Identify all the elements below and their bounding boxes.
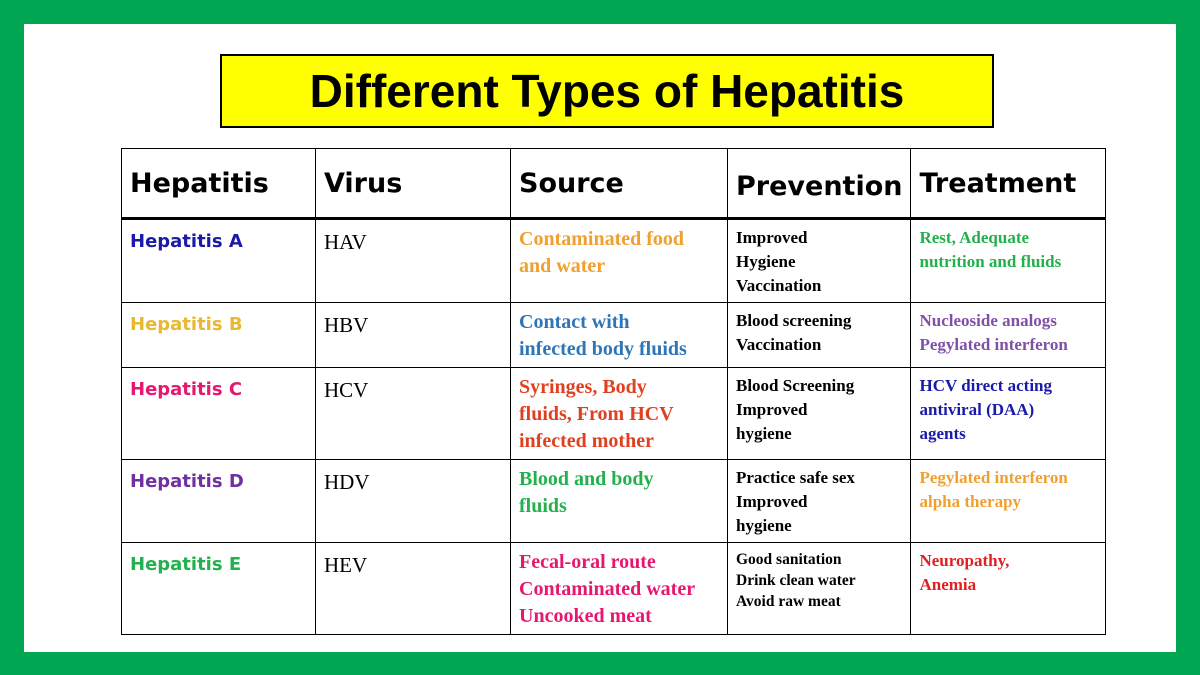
table-row: [122, 303, 1106, 368]
source-line: Uncooked meat: [519, 605, 652, 627]
treatment-line: Nucleoside analogs: [919, 311, 1057, 330]
virus-cell: HBV: [316, 303, 511, 368]
table-header-row: [122, 149, 1106, 219]
table-row: [122, 543, 1106, 635]
source-cell: [511, 543, 728, 635]
treatment-line: agents: [919, 424, 966, 443]
virus-cell: HAV: [316, 219, 511, 303]
content-card: [24, 24, 1176, 652]
source-line: Contact with: [519, 311, 630, 333]
prevention-line: Good sanitation: [736, 551, 842, 568]
prevention-cell: [728, 543, 911, 635]
source-line: and water: [519, 255, 606, 277]
virus-cell: HEV: [316, 543, 511, 635]
source-line: Fecal-oral route: [519, 551, 656, 573]
hepatitis-name: Hepatitis D: [122, 460, 316, 543]
source-line: infected mother: [519, 430, 654, 452]
prevention-line: hygiene: [736, 516, 792, 535]
header-virus: Virus: [316, 149, 511, 219]
prevention-line: Vaccination: [736, 276, 822, 295]
header-hepatitis: Hepatitis: [122, 149, 316, 219]
source-cell: [511, 219, 728, 303]
treatment-line: Pegylated interferon: [919, 468, 1068, 487]
header-source: Source: [511, 149, 728, 219]
source-line: Contaminated food: [519, 228, 685, 250]
source-cell: [511, 303, 728, 368]
source-line: Blood and body: [519, 468, 654, 490]
treatment-line: HCV direct acting: [919, 376, 1053, 395]
page-title: Different Types of Hepatitis: [309, 65, 905, 117]
hepatitis-table: [121, 148, 1106, 635]
prevention-line: Improved: [736, 400, 808, 419]
hepatitis-name: Hepatitis A: [122, 219, 316, 303]
prevention-line: Vaccination: [736, 335, 822, 354]
table-row: [122, 368, 1106, 460]
prevention-line: Avoid raw meat: [736, 593, 841, 610]
prevention-cell: [728, 368, 911, 460]
treatment-line: antiviral (DAA): [919, 400, 1035, 419]
source-line: Contaminated water: [519, 578, 696, 600]
prevention-line: Improved: [736, 492, 808, 511]
prevention-line: Blood Screening: [736, 376, 855, 395]
prevention-cell: [728, 460, 911, 543]
prevention-line: Practice safe sex: [736, 468, 855, 487]
treatment-cell: [911, 368, 1106, 460]
treatment-line: Anemia: [919, 575, 977, 594]
source-line: fluids: [519, 495, 567, 517]
prevention-cell: [728, 219, 911, 303]
title-banner: [220, 54, 994, 128]
virus-cell: HCV: [316, 368, 511, 460]
treatment-cell: [911, 219, 1106, 303]
treatment-line: nutrition and fluids: [919, 252, 1062, 271]
hepatitis-name: Hepatitis B: [122, 303, 316, 368]
source-line: fluids, From HCV: [519, 403, 674, 425]
treatment-cell: [911, 543, 1106, 635]
source-line: infected body fluids: [519, 338, 687, 360]
treatment-line: Pegylated interferon: [919, 335, 1068, 354]
treatment-cell: [911, 303, 1106, 368]
virus-cell: HDV: [316, 460, 511, 543]
prevention-line: Improved: [736, 228, 808, 247]
hepatitis-name: Hepatitis C: [122, 368, 316, 460]
prevention-line: Hygiene: [736, 252, 796, 271]
prevention-line: Drink clean water: [736, 572, 856, 589]
treatment-cell: [911, 460, 1106, 543]
header-prevention: Prevention: [728, 149, 911, 219]
header-treatment: Treatment: [911, 149, 1106, 219]
treatment-line: Neuropathy,: [919, 551, 1010, 570]
source-cell: [511, 460, 728, 543]
prevention-line: Blood screening: [736, 311, 852, 330]
source-cell: [511, 368, 728, 460]
source-line: Syringes, Body: [519, 376, 647, 398]
table-row: [122, 460, 1106, 543]
prevention-line: hygiene: [736, 424, 792, 443]
treatment-line: Rest, Adequate: [919, 228, 1030, 247]
hepatitis-name: Hepatitis E: [122, 543, 316, 635]
table-row: [122, 219, 1106, 303]
prevention-cell: [728, 303, 911, 368]
treatment-line: alpha therapy: [919, 492, 1022, 511]
